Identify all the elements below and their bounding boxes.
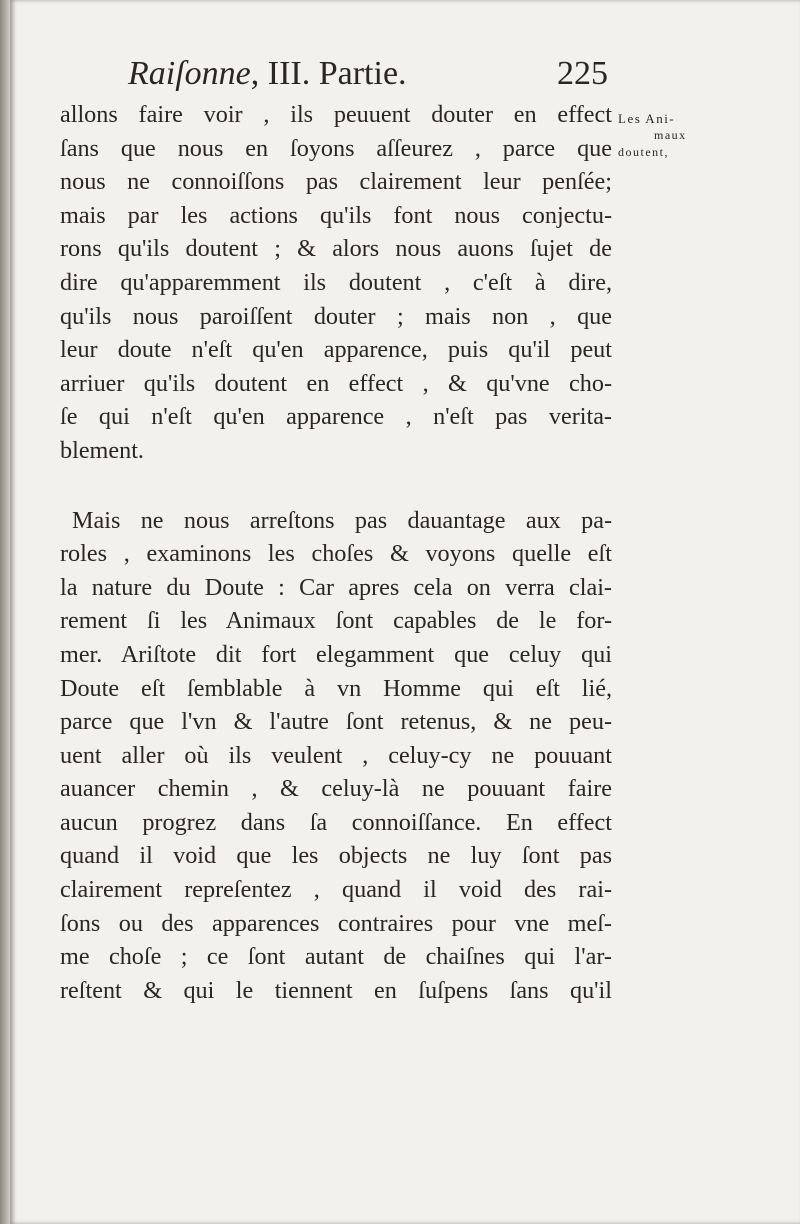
running-section: , III. Partie. bbox=[250, 55, 407, 92]
text-line: roles , examinons les choſes & voyons quelle eſt bbox=[60, 540, 612, 568]
margin-note-line: Les Ani- bbox=[618, 111, 676, 126]
margin-note-line: maux bbox=[654, 128, 687, 142]
text-line: mais par les actions qu'ils font nous conjectu- bbox=[60, 201, 612, 229]
text-line: arriuer qu'ils doutent en effect , & qu'vne cho- bbox=[60, 369, 612, 397]
text-line: uent aller où ils veulent , celuy-cy ne pouuant bbox=[60, 741, 612, 769]
text-line: Mais ne nous arreſtons pas dauantage aux pa- bbox=[72, 506, 612, 534]
margin-note bbox=[618, 110, 798, 161]
running-title: Raiſonne bbox=[128, 55, 251, 92]
text-line: rement ſi les Animaux ſont capables de le for- bbox=[60, 607, 612, 635]
paragraph bbox=[60, 98, 612, 468]
text-line: leur doute n'eſt qu'en apparence, puis qu'il peut bbox=[60, 336, 612, 364]
text-line: la nature du Doute : Car apres cela on verra clai- bbox=[60, 573, 612, 601]
book-page bbox=[10, 0, 800, 1224]
book-spine-shadow bbox=[0, 0, 10, 1224]
text-line: dire qu'apparemment ils doutent , c'eſt à dire, bbox=[60, 268, 612, 296]
margin-note-line: doutent, bbox=[618, 145, 669, 159]
text-line: ſons ou des apparences contraires pour vne meſ- bbox=[60, 909, 612, 937]
running-header bbox=[128, 52, 608, 96]
text-line: ſe qui n'eſt qu'en apparence , n'eſt pas verita- bbox=[60, 403, 612, 431]
text-line: qu'ils nous paroiſſent douter ; mais non , que bbox=[60, 302, 612, 330]
text-line: parce que l'vn & l'autre ſont retenus, & ne peu- bbox=[60, 708, 612, 736]
text-line: reſtent & qui le tiennent en ſuſpens ſans qu'il bbox=[60, 976, 612, 1004]
text-line: mer. Ariſtote dit fort elegamment que celuy qui bbox=[60, 640, 612, 668]
text-line: rons qu'ils doutent ; & alors nous auons ſujet de bbox=[60, 235, 612, 263]
text-line: allons faire voir , ils peuuent douter en effect bbox=[60, 101, 612, 128]
text-line: auancer chemin , & celuy-là ne pouuant faire bbox=[60, 775, 612, 803]
text-line: aucun progrez dans ſa connoiſſance. En effect bbox=[60, 808, 612, 836]
text-line: blement. bbox=[60, 436, 144, 464]
body-text bbox=[60, 98, 612, 1007]
text-line: Doute eſt ſemblable à vn Homme qui eſt lié, bbox=[60, 674, 612, 702]
paragraph bbox=[60, 504, 612, 1008]
text-line: quand il void que les objects ne luy ſont pas bbox=[60, 842, 612, 870]
text-line: me choſe ; ce ſont autant de chaiſnes qui l'ar- bbox=[60, 943, 612, 971]
page-number: 225 bbox=[557, 55, 608, 92]
text-line: ſans que nous en ſoyons aſſeurez , parce que bbox=[60, 134, 612, 162]
text-line: nous ne connoiſſons pas clairement leur penſée; bbox=[60, 168, 612, 196]
text-line: clairement repreſentez , quand il void des rai- bbox=[60, 876, 612, 904]
